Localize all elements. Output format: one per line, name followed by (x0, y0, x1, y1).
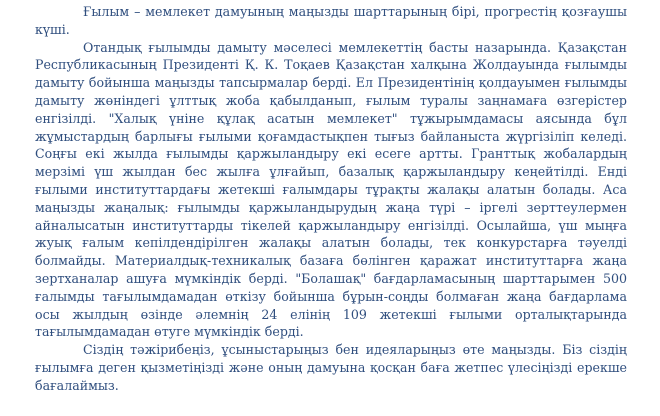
paragraph-science-development: Отандық ғылымды дамыту мәселесі мемлекеттің басты назарында. Қазақстан Республикасының Президенті Қ. К. Тоқаев Қазақстан халқына Жолдауында ғылымды дамыту бойынша маңызды тапсырмалар берді. Ел Президентінің қолдауымен ғылымды дамыту жөніндегі ұлттық жоба қабылданып, ғылым туралы заңнамаға өзгерістер енгізілді. "Халық үніне құлақ асатын мемлекет" тұжырымдамасы аясында бұл жұмыстардың барлығы ғылыми қоғамдастықпен тығыз байланыста жүргізіліп келеді. Соңғы екі жылда ғылымды қаржыландыру екі есеге артты. Гранттық жобалардың мерзімі үш жылдан бес жылға ұлғайып, базалық қаржыландыру кеңейтілді. Енді ғылыми институттардағы жетекші ғалымдары тұрақты жалақы алатын болады. Аса маңызды жаңалық: ғылымды қаржыландырудың жаңа түрі – іргелі зерттеулермен айналысатын институттарды тікелей қаржыландыру енгізілді. Осылайша, үш мыңға жуық ғалым кепілдендірілген жалақы алатын болады, тек конкурстарға тәуелді болмайды. Материалдық-техникалық базаға бөлінген қаражат институттарға жаңа зертханалар ашуға мүмкіндік берді. "Болашақ" бағдарламасының шарттарымен 500 ғалымды тағылымдамадан өткізу бойынша бұрын-соңды болмаған жаңа бағдарлама осы жылдың өзінде әлемнің 24 елінің 109 жетекші ғылыми орталықтарында тағылымдамадан өтуге мүмкіндік берді. (35, 39, 627, 340)
paragraph-intro: Ғылым – мемлекет дамуының маңызды шарттарының бірі, прогрестің қозғаушы күші. (35, 4, 627, 37)
paragraph-appreciation: Сіздің тәжірибеңіз, ұсыныстарыңыз бен идеяларыңыз өте маңызды. Біз сіздің ғылымға деген қызметіңізді және оның дамуына қосқан баға жетпес үлесіңізді ерекше бағалаймыз. (35, 342, 627, 393)
